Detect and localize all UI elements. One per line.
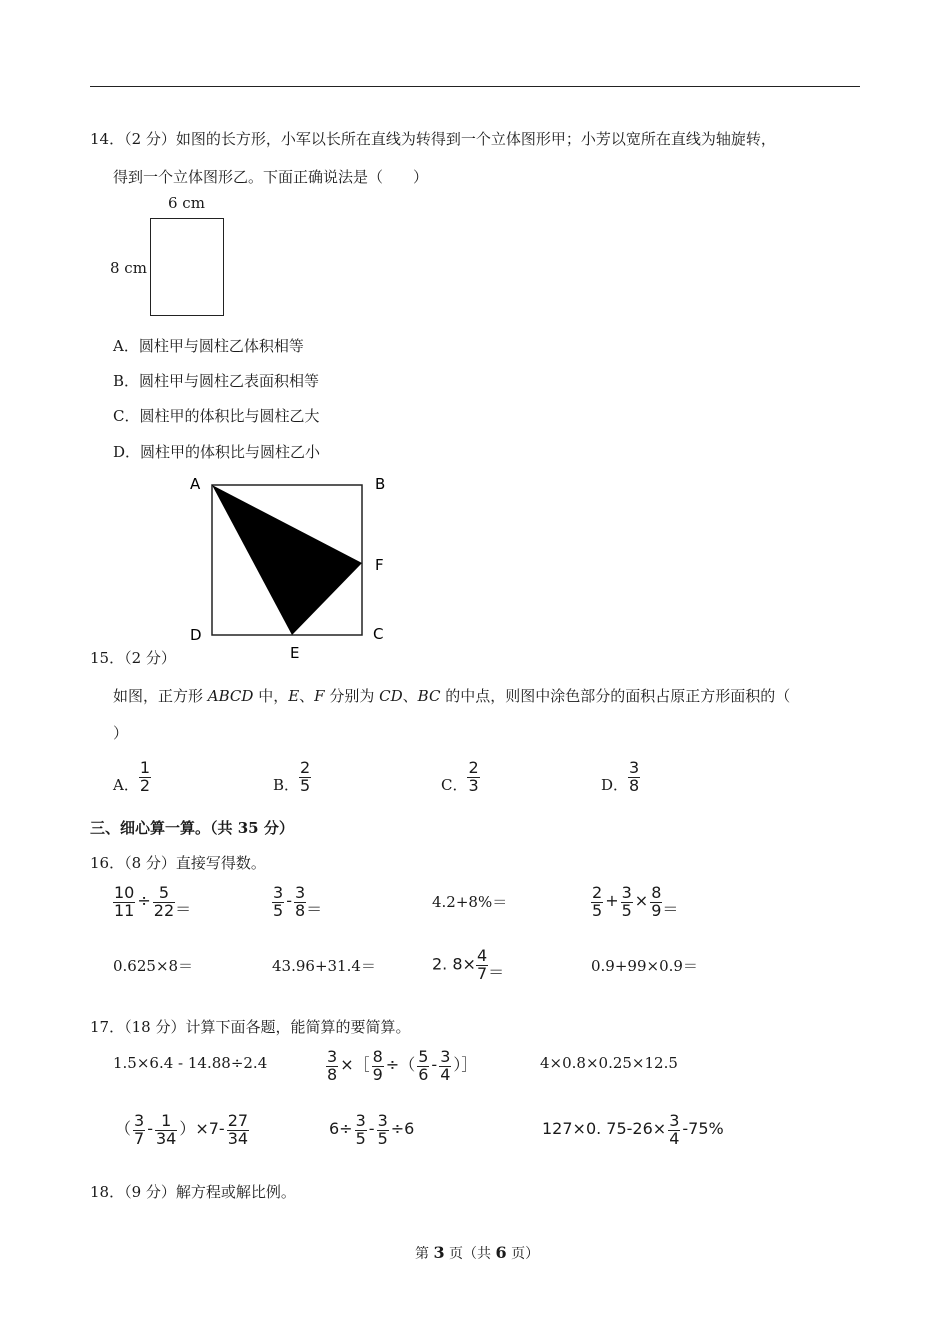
point-b-label: B <box>375 475 386 493</box>
q14-line1: 14．（2 分）如图的长方形，小军以长所在直线为转得到一个立体图形甲；小芳以宽所在直线为轴旋转， <box>90 130 776 148</box>
q15-square-figure <box>180 470 410 665</box>
q18-header: 18．（9 分）解方程或解比例。 <box>90 1183 296 1201</box>
shaded-triangle <box>212 485 362 635</box>
q17-expr-1: 1.5×6.4 - 14.88÷2.4 <box>113 1054 268 1072</box>
q17-expr-6: 127×0. 75-26× $\frac{3}{4}$ -75% <box>542 1111 724 1148</box>
point-d-label: D <box>190 626 202 644</box>
q15-header: 15．（2 分） <box>90 649 176 667</box>
q16-expr-1: $\frac{10}{11}$ ÷ $\frac{5}{22}$ ＝ <box>114 883 192 920</box>
q17-expr-5: 6÷ $\frac{3}{5}$ - $\frac{3}{5}$ ÷6 <box>329 1111 415 1148</box>
q14-width-label: 6 cm <box>168 194 205 212</box>
point-f-label: F <box>375 556 384 574</box>
header-rule <box>90 86 860 87</box>
point-a-label: A <box>190 475 201 493</box>
q14-option-d: D．圆柱甲的体积比与圆柱乙小 <box>113 443 321 461</box>
q15-option-b: B． $\frac{2}{5}$ <box>273 758 311 796</box>
q17-header: 17．（18 分）计算下面各题，能简算的要简算。 <box>90 1018 411 1036</box>
q14-option-b: B．圆柱甲与圆柱乙表面积相等 <box>113 372 320 390</box>
q16-expr-6: 43.96+31.4＝ <box>272 957 376 975</box>
q16-expr-4: $\frac{2}{5}$ + $\frac{3}{5}$ × $\frac{8}{9}$ ＝ <box>592 883 679 920</box>
q16-expr-2: $\frac{3}{5}$ - $\frac{3}{8}$ ＝ <box>273 883 323 920</box>
q15-option-c: C． $\frac{2}{3}$ <box>441 758 479 796</box>
q14-option-c: C．圆柱甲的体积比与圆柱乙大 <box>113 407 320 425</box>
q14-option-a: A．圆柱甲与圆柱乙体积相等 <box>113 337 304 355</box>
q14-height-label: 8 cm <box>110 259 147 277</box>
section-3-heading: 三、细心算一算。（共 35 分） <box>90 819 294 837</box>
q15-line2: ） <box>113 724 129 742</box>
q17-expr-3: 4×0.8×0.25×12.5 <box>540 1054 678 1072</box>
q14-rectangle <box>150 218 224 316</box>
page-footer: 第 3 页（共 6 页） <box>415 1243 540 1262</box>
q15-line1: 如图，正方形 ABCD 中，E、F 分别为 CD、BC 的中点，则图中涂色部分的面积占原正方形面积的（ <box>113 687 791 705</box>
q16-header: 16．（8 分）直接写得数。 <box>90 854 266 872</box>
q14-line2: 得到一个立体图形乙。下面正确说法是（ ） <box>113 168 429 186</box>
point-c-label: C <box>373 625 384 643</box>
q16-expr-7: 2. 8× $\frac{4}{7}$ ＝ <box>432 946 505 983</box>
q15-option-a: A． $\frac{1}{2}$ <box>113 758 151 796</box>
q16-expr-5: 0.625×8＝ <box>113 957 194 975</box>
q15-option-d: D． $\frac{3}{8}$ <box>601 758 640 796</box>
q17-expr-2: $\frac{3}{8}$ ×［ $\frac{8}{9}$ ÷（ $\frac{5}{6}$ - $\frac{3}{4}$ ）］ <box>327 1047 478 1084</box>
q16-expr-3: 4.2+8%＝ <box>432 893 508 911</box>
point-e-label: E <box>290 644 300 662</box>
q17-expr-4: （ $\frac{3}{7}$ - $\frac{1}{34}$ ）×7- $\frac{27}{34}$ <box>115 1111 249 1148</box>
q16-expr-8: 0.9+99×0.9＝ <box>591 957 698 975</box>
